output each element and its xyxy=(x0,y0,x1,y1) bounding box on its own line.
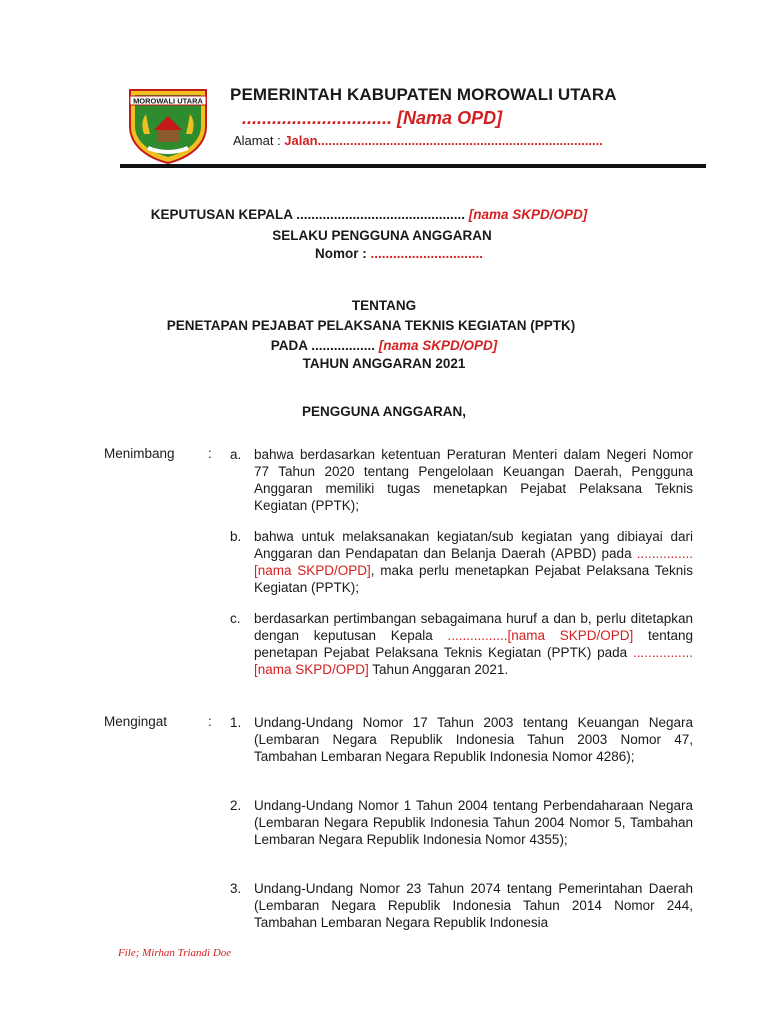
decree-heading-skpd: [nama SKPD/OPD] xyxy=(468,207,588,222)
item-text-part: tentang penetapan Pejabat Pelaksana Teknis Kegiatan (PPTK) pada xyxy=(254,628,694,660)
emblem-banner-text: MOROWALI UTARA xyxy=(133,96,203,106)
decree-subject: PENETAPAN PEJABAT PELAKSANA TEKNIS KEGIATAN (PPTK) xyxy=(166,318,576,333)
about-label: TENTANG xyxy=(351,298,417,313)
decree-number-value: .............................. xyxy=(370,246,484,261)
item-text: Undang-Undang Nomor 1 Tahun 2004 tentang Perbendaharaan Negara (Lembaran Negara Republik Indonesia Tahun 2004 Nomor 5, Tambahan Lembaran Negara Republik Indonesia Nomor 4355); xyxy=(254,798,693,847)
decree-role: SELAKU PENGGUNA ANGGARAN xyxy=(272,228,492,243)
decree-pada-prefix: PADA ................. xyxy=(270,338,375,353)
menimbang-item-b xyxy=(230,528,693,596)
item-marker: 3. xyxy=(230,881,242,896)
item-text-skpd: ................[nama SKPD/OPD] xyxy=(254,645,693,677)
opd-name: [Nama OPD] xyxy=(397,108,503,128)
address-line xyxy=(233,133,603,148)
item-text: Undang-Undang Nomor 23 Tahun 2074 tentang Pemerintahan Daerah (Lembaran Negara Republik Indonesia Tahun 2014 Nomor 244, Tambahan Lembaran Negara Republik Indonesia xyxy=(254,881,693,930)
decree-pada xyxy=(0,338,768,353)
item-text xyxy=(254,610,693,678)
item-text: Undang-Undang Nomor 17 Tahun 2003 tentang Keuangan Negara (Lembaran Negara Republik Indonesia Tahun 2003 Nomor 47, Tambahan Lembaran Negara Republik Indonesia Nomor 4286); xyxy=(254,715,693,764)
decree-heading xyxy=(0,207,753,222)
item-text-skpd: ................[nama SKPD/OPD] xyxy=(447,628,634,643)
mengingat-colon: : xyxy=(208,714,212,729)
item-text-part: bahwa untuk melaksanakan kegiatan/sub kegiatan yang dibiayai dari Anggaran dan Pendapatan dan Belanja Daerah (APBD) pada xyxy=(254,529,693,561)
item-marker: c. xyxy=(230,611,241,626)
morowali-utara-emblem xyxy=(126,86,210,164)
item-text-skpd: ...............[nama SKPD/OPD] xyxy=(254,546,693,578)
menimbang-label: Menimbang xyxy=(104,446,175,461)
government-name: PEMERINTAH KABUPATEN MOROWALI UTARA xyxy=(230,85,617,104)
address-label: Alamat : xyxy=(233,133,285,148)
letterhead-rule xyxy=(120,164,706,168)
decree-heading-prefix: KEPUTUSAN KEPALA ............................................. xyxy=(150,207,465,222)
authority-heading: PENGGUNA ANGGARAN, xyxy=(301,404,466,419)
item-marker: a. xyxy=(230,447,242,462)
mengingat-item-1 xyxy=(230,714,693,765)
menimbang-item-c xyxy=(230,610,693,678)
item-text-part: Tahun Anggaran 2021. xyxy=(368,662,509,677)
decree-number-label: Nomor : xyxy=(314,246,367,261)
decree-number xyxy=(15,246,768,261)
mengingat-item-3 xyxy=(230,880,693,931)
item-text: bahwa berdasarkan ketentuan Peraturan Menteri dalam Negeri Nomor 77 Tahun 2020 tentang Pengelolaan Keuangan Daerah, Pengguna Anggaran memiliki tugas menetapkan Pejabat Pelaksana Teknis Kegiatan (PPTK); xyxy=(254,447,693,513)
decree-pada-skpd: [nama SKPD/OPD] xyxy=(378,338,498,353)
menimbang-colon: : xyxy=(208,446,212,461)
mengingat-label: Mengingat xyxy=(104,714,168,729)
menimbang-item-a xyxy=(230,446,693,514)
opd-dots: .............................. xyxy=(242,108,393,128)
item-text-part: , maka perlu menetapkan Pejabat Pelaksana Teknis Kegiatan (PPTK); xyxy=(254,563,693,595)
address-value: Jalan............................................................................... xyxy=(284,133,603,148)
item-marker: b. xyxy=(230,529,242,544)
item-text-part: berdasarkan pertimbangan sebagaimana huruf a dan b, perlu ditetapkan dengan keputusan Kepala xyxy=(254,611,693,643)
file-note: File; Mirhan Triandi Doe xyxy=(118,947,232,959)
mengingat-item-2 xyxy=(230,797,693,848)
opd-name-line xyxy=(242,108,502,129)
fiscal-year: TAHUN ANGGARAN 2021 xyxy=(302,356,466,371)
item-marker: 2. xyxy=(230,798,242,813)
item-text xyxy=(254,528,693,596)
item-marker: 1. xyxy=(230,715,242,730)
